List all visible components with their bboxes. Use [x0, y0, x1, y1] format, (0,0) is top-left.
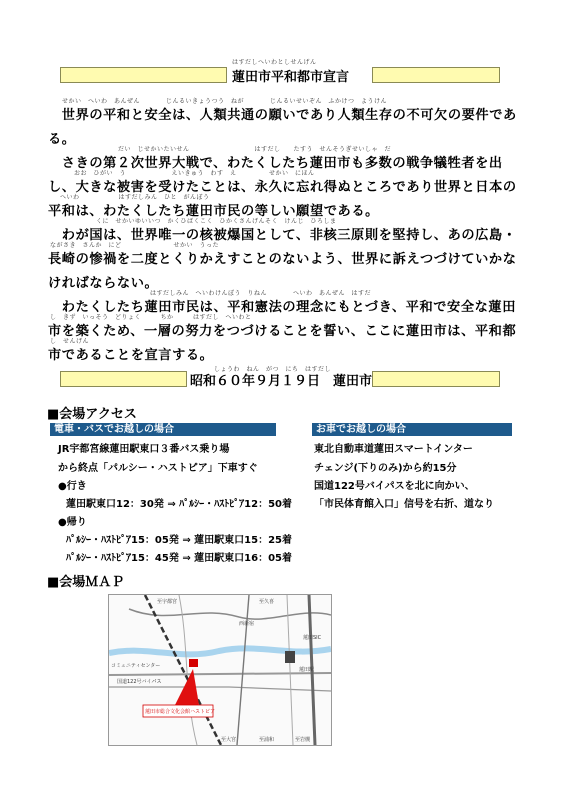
outbound-label: ●行き — [58, 481, 87, 492]
ruby-line: おお ひがい う えいきゅう わす え せかい にほん — [74, 170, 315, 177]
map-drawing — [109, 595, 331, 745]
map-heading: ■会場ＭＡＰ — [47, 575, 125, 590]
ruby-line: し せんげん — [50, 338, 90, 345]
map-label: 蓮田駅 — [299, 667, 315, 673]
date-band-right — [372, 371, 500, 387]
car-line: チェンジ(下りのみ)から約15分 — [314, 463, 457, 474]
declaration-line: 平和は、わたくしたち蓮田市民の等しい願望である。 — [48, 204, 379, 219]
declaration-date: 昭和６０年９月１９日 蓮田市 — [190, 374, 373, 389]
declaration-line: 市を築くため、一層の努力をつづけることを誓い、ここに蓮田市は、平和都 — [48, 324, 517, 339]
declaration-line: ければならない。 — [48, 276, 159, 291]
car-line: 国道122号バイパスを北に向かい、 — [314, 481, 475, 492]
train-tag: 電車・バスでお越しの場合 — [50, 423, 276, 436]
venue-map — [108, 594, 332, 746]
date-ruby: しょうわ ねん がつ にち はすだし — [214, 366, 332, 373]
declaration-line: 市であることを宣言する。 — [48, 348, 214, 363]
railway — [145, 595, 221, 745]
access-heading: ■会場アクセス — [47, 407, 137, 422]
train-line: JR宇都宮線蓮田駅東口３番バス乗り場 — [58, 444, 230, 455]
station-marker — [285, 651, 295, 663]
declaration-line: 長崎の惨禍を二度とくりかえすことのないよう、世界に訴えつづけていかな — [48, 252, 517, 267]
title-band-left — [60, 67, 227, 83]
return-time: ﾊﾟﾙｼｰ・ﾊｽﾄﾋﾟｱ15：45発 ⇒ 蓮田駅東口16：05着 — [66, 553, 293, 564]
map-label: コミュニティセンター — [111, 663, 161, 669]
map-label: 至岩槻 — [295, 737, 311, 743]
ruby-line: ながさき さんか にど せかい うった — [50, 242, 220, 249]
train-line: から終点「パルシー・ハストピア」下車すぐ — [58, 463, 258, 474]
return-time: ﾊﾟﾙｼｰ・ﾊｽﾄﾋﾟｱ15：05発 ⇒ 蓮田駅東口15：25着 — [66, 535, 293, 546]
map-label: 至久喜 — [259, 599, 275, 605]
car-line: 東北自動車道蓮田スマートインター — [314, 444, 473, 455]
ruby-line: へいわ はすだしみん ひと がんぼう — [60, 194, 210, 201]
ruby-line: せかい へいわ あんぜん じんるいきょうつう ねが じんるいせいぞん ふかけつ ようけん — [62, 98, 388, 105]
map-label: 至大宮 — [221, 737, 237, 743]
date-band-left — [60, 371, 187, 387]
return-label: ●帰り — [58, 517, 87, 528]
road — [109, 673, 331, 675]
declaration-line: わたくしたち蓮田市民は、平和憲法の理念にもとづき、平和で安全な蓮田 — [48, 300, 516, 315]
road — [129, 609, 331, 619]
car-tag: お車でお越しの場合 — [312, 423, 512, 436]
map-label: 至浦和 — [259, 737, 275, 743]
declaration-line: 世界の平和と安全は、人類共通の願いであり人類生存の不可欠の要件であ — [48, 108, 517, 123]
ruby-line: だい じせかいたいせん はすだし たすう せんそうぎせいしゃ だ — [118, 146, 392, 153]
title-band-right — [372, 67, 500, 83]
declaration-line: し、大きな被害を受けたことは、永久に忘れ得ぬところであり世界と日本の — [48, 180, 517, 195]
outbound-time: 蓮田駅東口12：30発 ⇒ ﾊﾟﾙｼｰ・ﾊｽﾄﾋﾟｱ12：50着 — [66, 499, 293, 510]
map-label: 蓮田SIC — [303, 635, 322, 641]
road — [109, 687, 331, 691]
map-label: 蓮田市総合文化会館ハストピア — [145, 709, 216, 715]
ruby-line: はすだしみん へいわけんぽう りねん へいわ あんぜん はすだ — [150, 290, 372, 297]
declaration-line: さきの第２次世界大戦で、わたくしたち蓮田市も多数の戦争犠牲者を出 — [48, 156, 503, 171]
declaration-title: 蓮田市平和都市宣言 — [232, 70, 350, 85]
ruby-line: くに せかいゆいいつ かくひばくこく ひかくさんげんそく けんじ ひろしま — [96, 218, 337, 225]
declaration-line: る。 — [48, 132, 76, 147]
car-line: 「市民体育館入口」信号を右折、道なり — [314, 499, 494, 510]
declaration-line: わが国は、世界唯一の核被爆国として、非核三原則を堅持し、あの広島・ — [48, 228, 517, 243]
title-ruby: はすだしへいわとしせんげん — [232, 59, 317, 66]
river — [109, 648, 331, 654]
road — [287, 595, 293, 745]
map-label: 至宇都宮 — [157, 599, 178, 605]
map-label: 国道122号バイパス — [117, 679, 162, 685]
venue-marker — [189, 659, 198, 667]
ruby-line: し きず いっそう どりょく ちか はすだし へいわと — [50, 314, 252, 321]
map-label: 西新宿 — [239, 621, 255, 627]
